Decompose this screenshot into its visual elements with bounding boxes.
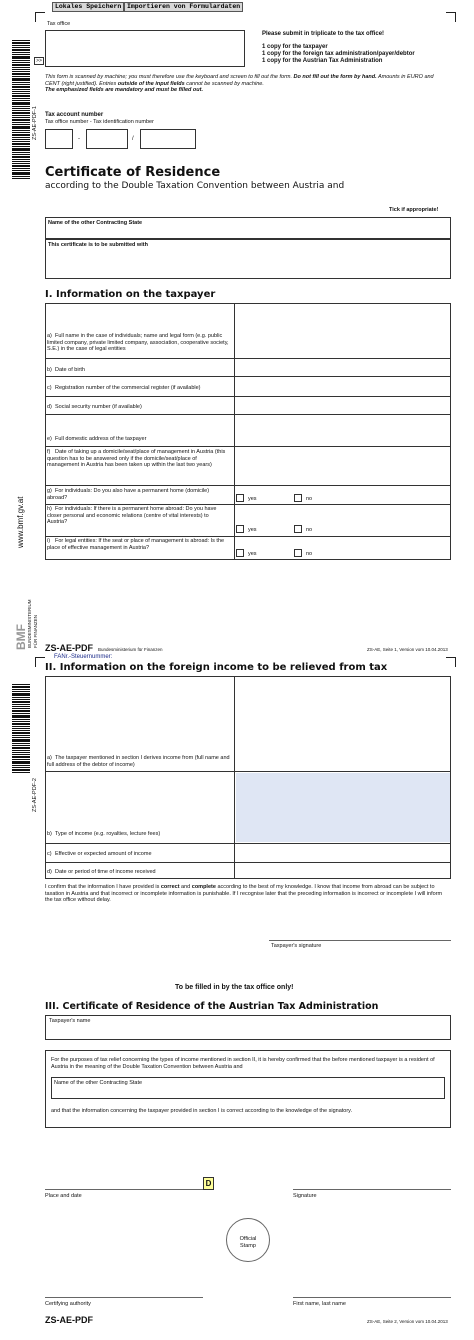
name-line xyxy=(293,1297,451,1298)
row-line xyxy=(45,446,451,447)
no-label: no xyxy=(306,527,313,533)
list-item: e) Full domestic address of the taxpayer xyxy=(47,436,147,442)
page-title: Certificate of Residence xyxy=(45,165,221,180)
domicile-date-field[interactable] xyxy=(236,448,450,484)
certifying-authority-label: Certifying authority xyxy=(45,1301,91,1307)
tax-office-number-field[interactable] xyxy=(45,129,73,149)
cert-other-state-field[interactable] xyxy=(51,1077,445,1099)
no-label: no xyxy=(306,551,313,557)
list-item: b) Date of birth xyxy=(47,367,85,373)
signature-line xyxy=(269,940,451,941)
stamp-line-1: Official xyxy=(239,1236,257,1242)
list-item: i) For legal entities: If the seat or place of management is abroad: Is the place of effective management in Austria? xyxy=(47,538,225,551)
row-line xyxy=(45,485,451,486)
section-1-title: I. Information on the taxpayer xyxy=(45,289,216,300)
office-only-note: To be filled in by the tax office only! xyxy=(175,984,294,991)
crop-mark xyxy=(446,12,456,22)
scan-note: This form is scanned by machine; you must therefore use the keyboard and screen to fill out the form. Do not fill out the form by hand. Amounts in EURO and CENT (right justified). Entries outside of the input fields cannot be scanned by machine. The emphasized fields are mandatory and must be filled out. xyxy=(45,74,434,93)
form-code-2: ZS-AE-PDF-2 xyxy=(32,778,38,812)
no-label: no xyxy=(306,496,313,502)
copy-line-3: 1 copy for the Austrian Tax Administration xyxy=(262,58,383,64)
taxpayer-name-label: Taxpayer's name xyxy=(49,1018,91,1024)
tax-account-label: Tax account number xyxy=(45,112,104,118)
fa-number-label: FANr.-Steuernummer: xyxy=(54,654,113,660)
copy-line-1: 1 copy for the taxpayer xyxy=(262,44,328,50)
row-line xyxy=(45,843,451,844)
yes-label: yes xyxy=(248,527,257,533)
closer-relations-yes-checkbox[interactable] xyxy=(236,525,244,533)
list-item: d) Date or period of time of income received xyxy=(47,869,156,875)
income-period-field[interactable] xyxy=(236,864,450,878)
full-name-field[interactable] xyxy=(236,305,450,357)
section-3-title: III. Certificate of Residence of the Austrian Tax Administration xyxy=(45,1001,379,1012)
tax-id-part-2-field[interactable] xyxy=(140,129,196,149)
row-line xyxy=(45,376,451,377)
other-state-field[interactable] xyxy=(45,217,451,239)
yes-label: yes xyxy=(248,496,257,502)
dash-separator: - xyxy=(78,136,80,142)
slash-separator: / xyxy=(132,136,134,142)
tax-id-part-1-field[interactable] xyxy=(86,129,128,149)
list-item: a) The taxpayer mentioned in section I derives income from (full name and full address of the debtor of income) xyxy=(47,755,230,768)
list-item: d) Social security number (if available) xyxy=(47,404,142,410)
effective-management-no-checkbox[interactable] xyxy=(294,549,302,557)
income-amount-field[interactable] xyxy=(236,845,450,861)
signature-label: Signature xyxy=(293,1193,317,1199)
list-item: c) Registration number of the commercial register (if available) xyxy=(47,385,201,391)
footer-page-2: ZS-AE, Seite 2, Version vom 10.04.2013 xyxy=(367,1319,448,1324)
tax-office-label: Tax office xyxy=(47,21,71,27)
cert-other-state-label: Name of the other Contracting State xyxy=(54,1080,143,1086)
certificate-box xyxy=(45,1050,451,1128)
import-form-data-button[interactable]: Importieren von Formulardaten xyxy=(124,2,243,12)
taxpayer-signature-label: Taxpayer's signature xyxy=(271,943,322,949)
place-date-line xyxy=(45,1189,203,1190)
purpose-text: For the purposes of tax relief concerning the types of income mentioned in section II, it is hereby confirmed that the before mentioned taxpayer is a resident of Austria in the meaning of the Double Taxation Convention between Austria and xyxy=(51,1057,435,1070)
section-2-title: II. Information on the foreign income to be relieved from tax xyxy=(45,662,388,673)
crop-mark xyxy=(35,12,45,22)
tick-note: Tick if appropriate! xyxy=(389,207,439,213)
home-abroad-yes-checkbox[interactable] xyxy=(236,494,244,502)
income-source-field[interactable] xyxy=(236,678,450,770)
table-divider xyxy=(234,676,235,879)
row-line xyxy=(45,358,451,359)
signature-line xyxy=(293,1189,451,1190)
footer-ministry: Bundesministerium für Finanzen xyxy=(98,647,163,652)
logo-text: BMF xyxy=(14,624,28,650)
form-code-1: ZS-AE-PDF-1 xyxy=(32,106,38,140)
official-stamp-area xyxy=(226,1218,270,1262)
barcode-page-2 xyxy=(12,684,30,774)
row-line xyxy=(45,504,451,505)
ministry-line-2: FÜR FINANZEN xyxy=(33,615,38,648)
list-item: f) Date of taking up a domicile/seat/place of management in Austria (this question has to be answered only if the domicile/seat/place of management in Austria has been taken up within the last two years) xyxy=(47,449,226,468)
closer-relations-no-checkbox[interactable] xyxy=(294,525,302,533)
other-state-label: Name of the other Contracting State xyxy=(48,220,143,226)
footer-code-2: ZS-AE-PDF xyxy=(45,1315,93,1325)
crop-mark xyxy=(35,657,45,667)
submitted-with-field[interactable] xyxy=(45,239,451,279)
submit-note: Please submit in triplicate to the tax office! xyxy=(262,31,385,37)
social-security-field[interactable] xyxy=(236,398,450,413)
row-line xyxy=(45,862,451,863)
first-last-name-label: First name, last name xyxy=(293,1301,346,1307)
copy-line-2: 1 copy for the foreign tax administration/payer/debtor xyxy=(262,51,415,57)
register-number-field[interactable] xyxy=(236,378,450,395)
place-date-label: Place and date xyxy=(45,1193,82,1199)
list-item: c) Effective or expected amount of income xyxy=(47,851,152,857)
bmf-logo xyxy=(14,578,40,650)
cert-confirm-text: and that the information concerning the taxpayer provided in section I is correct according to the knowledge of the signatory. xyxy=(51,1108,353,1114)
crop-mark xyxy=(446,657,456,667)
income-type-field[interactable] xyxy=(236,773,450,842)
stamp-line-2: Stamp xyxy=(240,1243,256,1249)
footer-code-1: ZS-AE-PDF xyxy=(45,643,93,653)
d-button[interactable]: D xyxy=(203,1177,214,1190)
list-item: a) Full name in the case of individuals; name and legal form (e.g. public limited company, private limited company, association, cooperative society, S.E.) in the case of legal entities xyxy=(47,333,229,352)
date-of-birth-field[interactable] xyxy=(236,360,450,375)
list-item: b) Type of income (e.g. royalties, lecture fees) xyxy=(47,831,161,837)
row-line xyxy=(45,536,451,537)
list-item: h) For individuals: If there is a permanent home abroad: Do you have closer personal and economic relations (centre of vital interests) to Austria? xyxy=(47,506,217,525)
footer-page-1: ZS-AE, Seite 1, Version vom 10.04.2013 xyxy=(367,647,448,652)
tax-account-sublabel: Tax office number - Tax identification number xyxy=(45,119,154,125)
table-divider xyxy=(234,303,235,560)
submitted-with-label: This certificate is to be submitted with xyxy=(48,242,148,248)
ministry-line-1: BUNDESMINISTERIUM xyxy=(27,599,32,648)
taxpayer-name-field[interactable] xyxy=(45,1015,451,1040)
arrow-button[interactable]: >> xyxy=(34,57,44,65)
certifying-line xyxy=(45,1297,203,1298)
page-subtitle: according to the Double Taxation Convention between Austria and xyxy=(45,181,345,191)
save-locally-button[interactable]: Lokales Speichern xyxy=(52,2,124,12)
row-line xyxy=(45,396,451,397)
list-item: g) For individuals: Do you also have a permanent home (domicile) abroad? xyxy=(47,488,210,501)
tax-office-field[interactable] xyxy=(45,30,245,67)
confirmation-text: I confirm that the information I have provided is correct and complete according to the best of my knowledge. I know that income from abroad can be subject to taxation in Austria and that incorrect or incomplete information is punishable. If I recognise later that the preceding information is incorrect or incomplete I will inform the tax office without delay. xyxy=(45,884,443,903)
effective-management-yes-checkbox[interactable] xyxy=(236,549,244,557)
home-abroad-no-checkbox[interactable] xyxy=(294,494,302,502)
yes-label: yes xyxy=(248,551,257,557)
domestic-address-field[interactable] xyxy=(236,416,450,445)
row-line xyxy=(45,771,451,772)
barcode-page-1 xyxy=(12,40,30,180)
website-text: www.bmf.gv.at xyxy=(16,496,25,548)
row-line xyxy=(45,414,451,415)
